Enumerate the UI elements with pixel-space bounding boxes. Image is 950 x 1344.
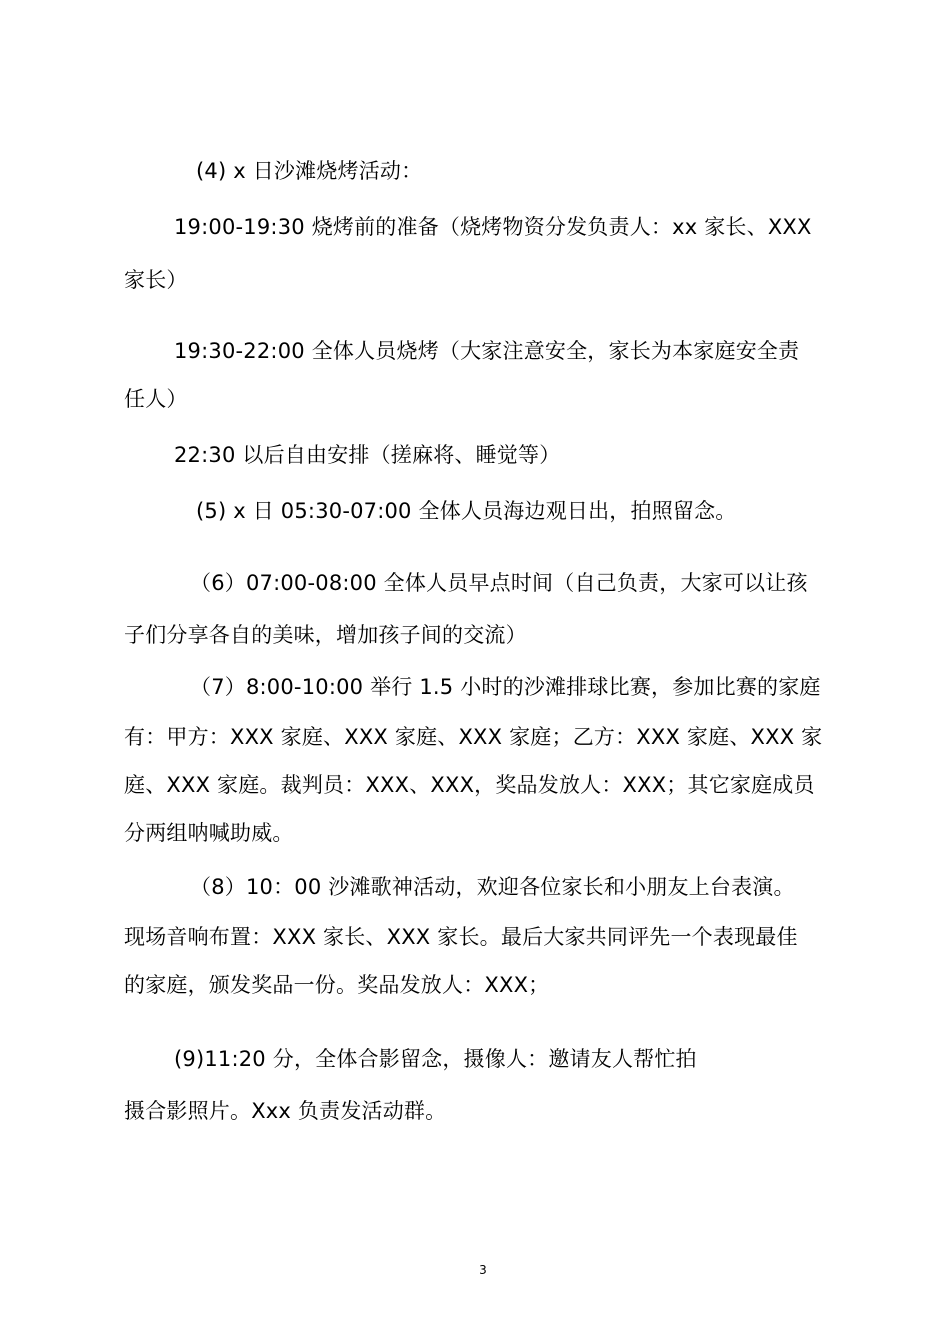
text-line: （6）07:00-08:00 全体人员早点时间（自己负责，大家可以让孩 [190,571,808,595]
text-line: 22:30 以后自由安排（搓麻将、睡觉等） [174,443,561,467]
text-line: (4) x 日沙滩烧烤活动： [196,159,423,183]
text-line: 摄合影照片。Xxx 负责发活动群。 [124,1099,447,1123]
text-line: 19:30-22:00 全体人员烧烤（大家注意安全，家长为本家庭安全责 [174,339,800,363]
text-line: 19:00-19:30 烧烤前的准备（烧烤物资分发负责人：xx 家长、XXX [174,215,812,239]
text-line: （7）8:00-10:00 举行 1.5 小时的沙滩排球比赛，参加比赛的家庭 [190,675,821,699]
page-number: 3 [479,1263,487,1277]
text-line: (9)11:20 分，全体合影留念，摄像人：邀请友人帮忙拍 [174,1047,697,1071]
text-line: 庭、XXX 家庭。裁判员：XXX、XXX，奖品发放人：XXX；其它家庭成员 [124,773,815,797]
text-line: 任人） [124,387,188,411]
text-line: 有：甲方：XXX 家庭、XXX 家庭、XXX 家庭；乙方：XXX 家庭、XXX 家 [124,725,823,749]
text-line: 的家庭，颁发奖品一份。奖品发放人：XXX； [124,973,550,997]
text-line: （8）10：00 沙滩歌神活动，欢迎各位家长和小朋友上台表演。 [190,875,795,899]
text-line: 分两组呐喊助威。 [124,821,294,845]
text-line: 家长） [124,268,188,292]
text-line: 现场音响布置：XXX 家长、XXX 家长。最后大家共同评先一个表现最佳 [124,925,798,949]
text-line: (5) x 日 05:30-07:00 全体人员海边观日出，拍照留念。 [196,499,737,523]
text-line: 子们分享各自的美味，增加孩子间的交流） [124,623,527,647]
